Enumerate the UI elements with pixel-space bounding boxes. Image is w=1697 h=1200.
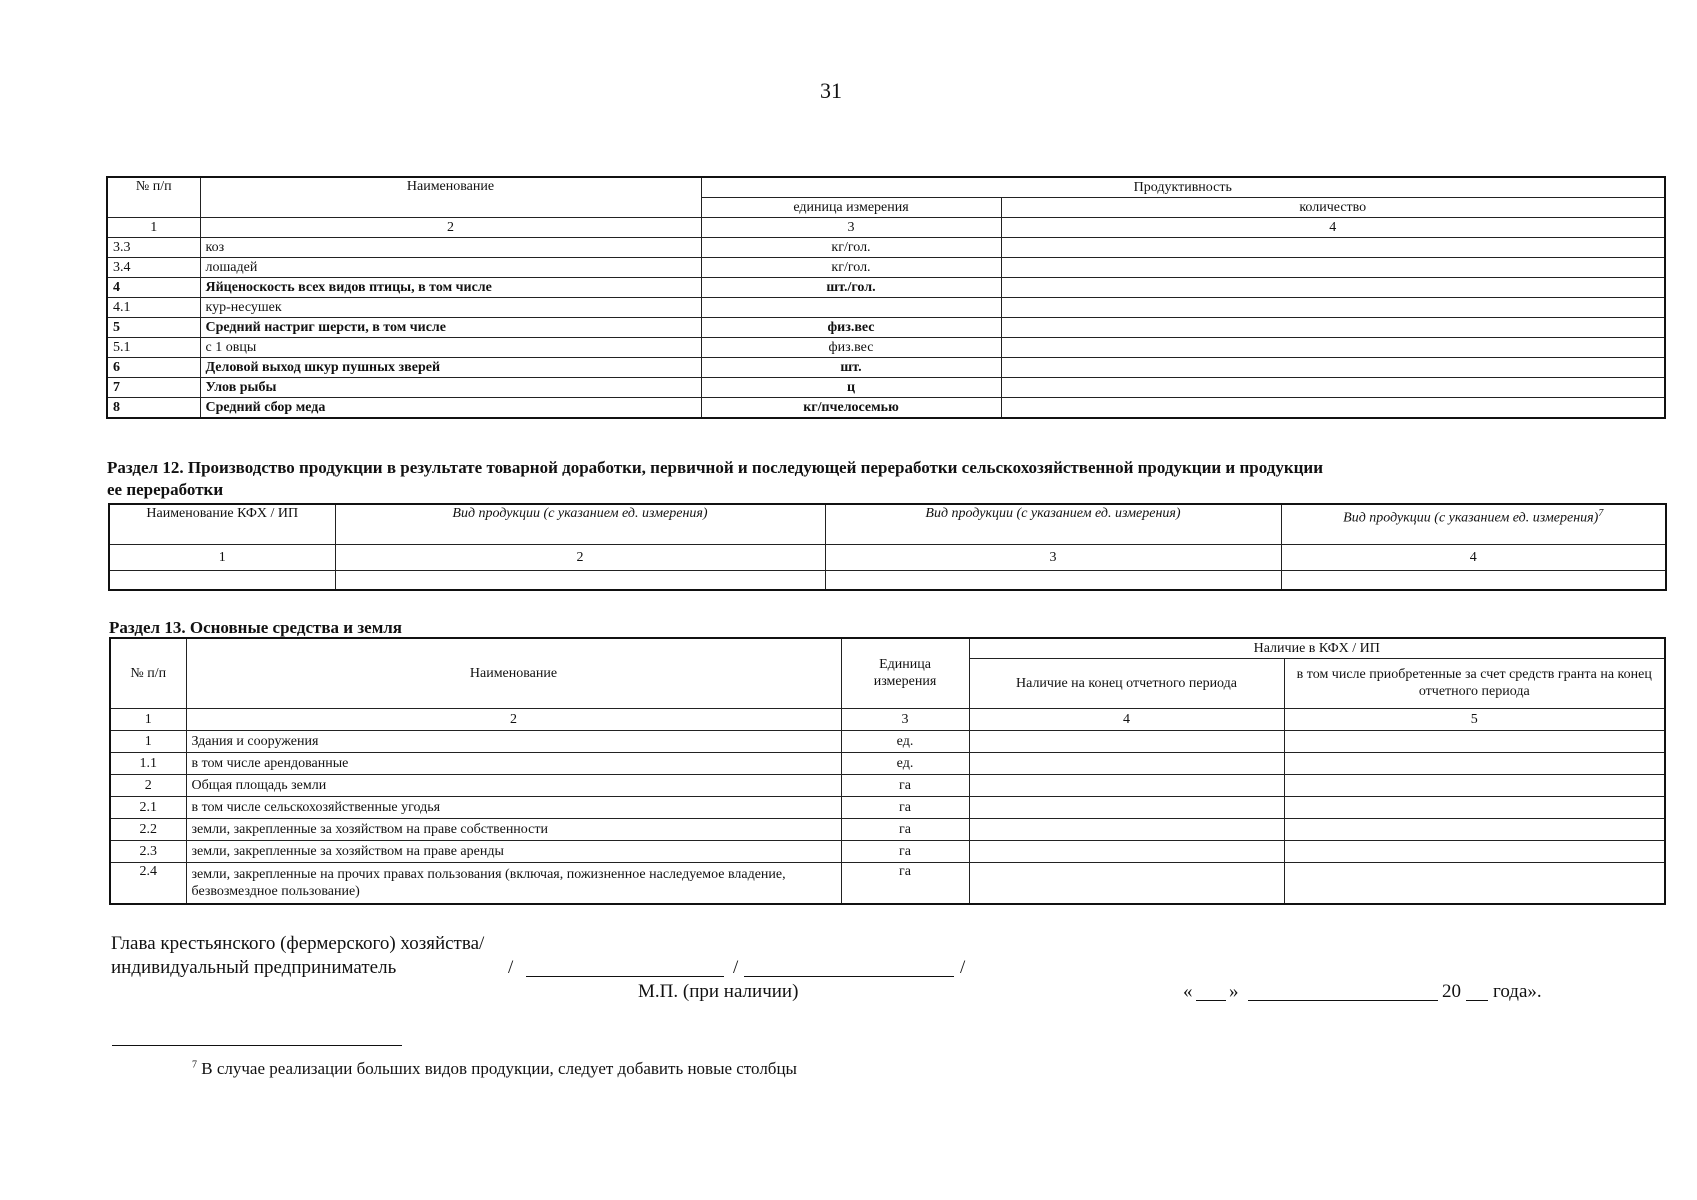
- col-number: 1: [110, 708, 186, 730]
- row-num: 6: [107, 358, 200, 378]
- assets-table: [109, 637, 1666, 905]
- row-num: 1.1: [110, 752, 186, 774]
- row-grant-value[interactable]: [1284, 862, 1665, 904]
- row-num: 2.2: [110, 818, 186, 840]
- row-name: земли, закрепленные за хозяйством на праве аренды: [186, 840, 841, 862]
- row-num: 2.3: [110, 840, 186, 862]
- row-quantity[interactable]: [1001, 378, 1665, 398]
- empty-cell[interactable]: [825, 570, 1281, 590]
- signature-line[interactable]: [526, 976, 724, 977]
- row-end-period-value[interactable]: [969, 796, 1284, 818]
- header-kfh-name: Наименование КФХ / ИП: [109, 504, 335, 544]
- column-number-row: [110, 708, 1665, 730]
- row-name: с 1 овцы: [200, 338, 701, 358]
- row-unit: шт.: [701, 358, 1001, 378]
- header-grant: в том числе приобретенные за счет средств гранта на конец отчетного периода: [1284, 658, 1665, 708]
- name-line[interactable]: [744, 976, 954, 977]
- row-end-period-value[interactable]: [969, 752, 1284, 774]
- row-quantity[interactable]: [1001, 338, 1665, 358]
- section-13-title: Раздел 13. Основные средства и земля: [109, 618, 403, 637]
- header-num: № п/п: [107, 177, 200, 218]
- col-number: 2: [200, 218, 701, 238]
- col-number: 5: [1284, 708, 1665, 730]
- section-12-title: [107, 457, 1667, 501]
- date-close-quote: »: [1229, 981, 1239, 1002]
- row-num: 3.3: [107, 238, 200, 258]
- table-row: [107, 258, 1665, 278]
- row-quantity[interactable]: [1001, 318, 1665, 338]
- row-unit: ед.: [841, 752, 969, 774]
- column-number-row: [109, 544, 1666, 570]
- header-product-3-text: Вид продукции (с указанием ед. измерения): [1343, 510, 1599, 526]
- page-number: 31: [820, 78, 842, 103]
- row-end-period-value[interactable]: [969, 862, 1284, 904]
- row-name: земли, закрепленные на прочих правах пользования (включая, пожизненное наследуемое владение, безвозмездное пользование): [186, 862, 841, 904]
- row-unit: кг/пчелосемью: [701, 398, 1001, 419]
- table-row: [110, 774, 1665, 796]
- row-name: кур-несушек: [200, 298, 701, 318]
- row-name: коз: [200, 238, 701, 258]
- row-num: 3.4: [107, 258, 200, 278]
- row-name: в том числе арендованные: [186, 752, 841, 774]
- row-num: 1: [110, 730, 186, 752]
- row-unit: кг/гол.: [701, 258, 1001, 278]
- row-quantity[interactable]: [1001, 358, 1665, 378]
- header-product-2: Вид продукции (с указанием ед. измерения): [825, 504, 1281, 544]
- date-year-line[interactable]: [1466, 1000, 1488, 1001]
- row-unit: [701, 298, 1001, 318]
- row-grant-value[interactable]: [1284, 730, 1665, 752]
- empty-cell[interactable]: [335, 570, 825, 590]
- header-name: Наименование: [200, 177, 701, 218]
- row-unit: ед.: [841, 730, 969, 752]
- signature-title-line1: Глава крестьянского (фермерского) хозяйства/: [111, 933, 485, 954]
- table-row: [107, 318, 1665, 338]
- table-row: [107, 278, 1665, 298]
- row-unit: ц: [701, 378, 1001, 398]
- productivity-table: [106, 176, 1666, 419]
- table-row: [110, 796, 1665, 818]
- column-number-row: [107, 218, 1665, 238]
- footnote: [192, 1059, 797, 1079]
- col-number: 3: [841, 708, 969, 730]
- row-end-period-value[interactable]: [969, 818, 1284, 840]
- row-unit: га: [841, 862, 969, 904]
- row-num: 5.1: [107, 338, 200, 358]
- signature-slash: /: [960, 957, 966, 978]
- table-row: [107, 298, 1665, 318]
- table-row: [109, 570, 1666, 590]
- col-number: 4: [1281, 544, 1666, 570]
- production-table: [108, 503, 1667, 591]
- row-unit: га: [841, 774, 969, 796]
- row-grant-value[interactable]: [1284, 752, 1665, 774]
- row-name: Средний настриг шерсти, в том числе: [200, 318, 701, 338]
- row-grant-value[interactable]: [1284, 774, 1665, 796]
- section-12-title-line1: Раздел 12. Производство продукции в результате товарной доработки, первичной и последующей переработки сельскохозяйственной продукции и продукции: [107, 458, 1324, 477]
- header-productivity: Продуктивность: [701, 177, 1665, 198]
- table-row: [107, 358, 1665, 378]
- footnote-mark: 7: [192, 1059, 197, 1071]
- row-name: в том числе сельскохозяйственные угодья: [186, 796, 841, 818]
- col-number: 3: [825, 544, 1281, 570]
- header-product-3: [1281, 504, 1666, 544]
- col-number: 2: [186, 708, 841, 730]
- header-end-period: Наличие на конец отчетного периода: [969, 658, 1284, 708]
- row-num: 4.1: [107, 298, 200, 318]
- row-num: 2: [110, 774, 186, 796]
- col-number: 1: [107, 218, 200, 238]
- row-unit: га: [841, 796, 969, 818]
- footnote-divider: [112, 1045, 402, 1046]
- date-year-suffix: года».: [1493, 981, 1542, 1002]
- date-open-quote: «: [1183, 981, 1193, 1002]
- signature-title-line2: индивидуальный предприниматель: [111, 957, 397, 978]
- row-name: Общая площадь земли: [186, 774, 841, 796]
- row-unit: га: [841, 818, 969, 840]
- row-name: Деловой выход шкур пушных зверей: [200, 358, 701, 378]
- row-grant-value[interactable]: [1284, 796, 1665, 818]
- row-name: Здания и сооружения: [186, 730, 841, 752]
- row-unit: шт./гол.: [701, 278, 1001, 298]
- row-num: 2.1: [110, 796, 186, 818]
- date-month-line[interactable]: [1248, 1000, 1438, 1001]
- table-row: [110, 730, 1665, 752]
- row-quantity[interactable]: [1001, 238, 1665, 258]
- header-num: № п/п: [110, 638, 186, 708]
- row-quantity[interactable]: [1001, 298, 1665, 318]
- header-name: Наименование: [186, 638, 841, 708]
- table-row: [107, 378, 1665, 398]
- table-row: [110, 840, 1665, 862]
- row-name: лошадей: [200, 258, 701, 278]
- col-number: 1: [109, 544, 335, 570]
- header-product-1: Вид продукции (с указанием ед. измерения): [335, 504, 825, 544]
- row-num: 4: [107, 278, 200, 298]
- row-num: 7: [107, 378, 200, 398]
- empty-cell[interactable]: [109, 570, 335, 590]
- row-end-period-value[interactable]: [969, 774, 1284, 796]
- signature-slash: /: [508, 957, 514, 978]
- footnote-reference: 7: [1598, 508, 1604, 519]
- header-availability: Наличие в КФХ / ИП: [969, 638, 1665, 658]
- col-number: 4: [1001, 218, 1665, 238]
- table-row: [107, 398, 1665, 419]
- section-12-title-line2: ее переработки: [107, 480, 224, 499]
- row-num: 5: [107, 318, 200, 338]
- row-unit: кг/гол.: [701, 238, 1001, 258]
- date-year-prefix: 20: [1442, 981, 1461, 1002]
- signature-slash: /: [733, 957, 739, 978]
- header-unit: единица измерения: [701, 198, 1001, 218]
- row-grant-value[interactable]: [1284, 840, 1665, 862]
- row-quantity[interactable]: [1001, 258, 1665, 278]
- row-name: Средний сбор меда: [200, 398, 701, 419]
- row-end-period-value[interactable]: [969, 730, 1284, 752]
- table-row: [110, 752, 1665, 774]
- row-quantity[interactable]: [1001, 398, 1665, 419]
- row-end-period-value[interactable]: [969, 840, 1284, 862]
- table-row: [107, 238, 1665, 258]
- stamp-label: М.П. (при наличии): [638, 981, 799, 1002]
- col-number: 4: [969, 708, 1284, 730]
- row-unit: физ.вес: [701, 338, 1001, 358]
- row-unit: физ.вес: [701, 318, 1001, 338]
- footnote-text: В случае реализации больших видов продукции, следует добавить новые столбцы: [201, 1059, 797, 1078]
- row-quantity[interactable]: [1001, 278, 1665, 298]
- table-row: [110, 862, 1665, 904]
- table-row: [107, 338, 1665, 358]
- row-name: Улов рыбы: [200, 378, 701, 398]
- date-day-line[interactable]: [1196, 1000, 1226, 1001]
- row-num: 8: [107, 398, 200, 419]
- row-num: 2.4: [110, 862, 186, 904]
- row-grant-value[interactable]: [1284, 818, 1665, 840]
- header-quantity: количество: [1001, 198, 1665, 218]
- col-number: 2: [335, 544, 825, 570]
- row-unit: га: [841, 840, 969, 862]
- empty-cell[interactable]: [1281, 570, 1666, 590]
- row-name: земли, закрепленные за хозяйством на праве собственности: [186, 818, 841, 840]
- row-name: Яйценоскость всех видов птицы, в том числе: [200, 278, 701, 298]
- col-number: 3: [701, 218, 1001, 238]
- header-unit: Единица измерения: [841, 638, 969, 708]
- table-row: [110, 818, 1665, 840]
